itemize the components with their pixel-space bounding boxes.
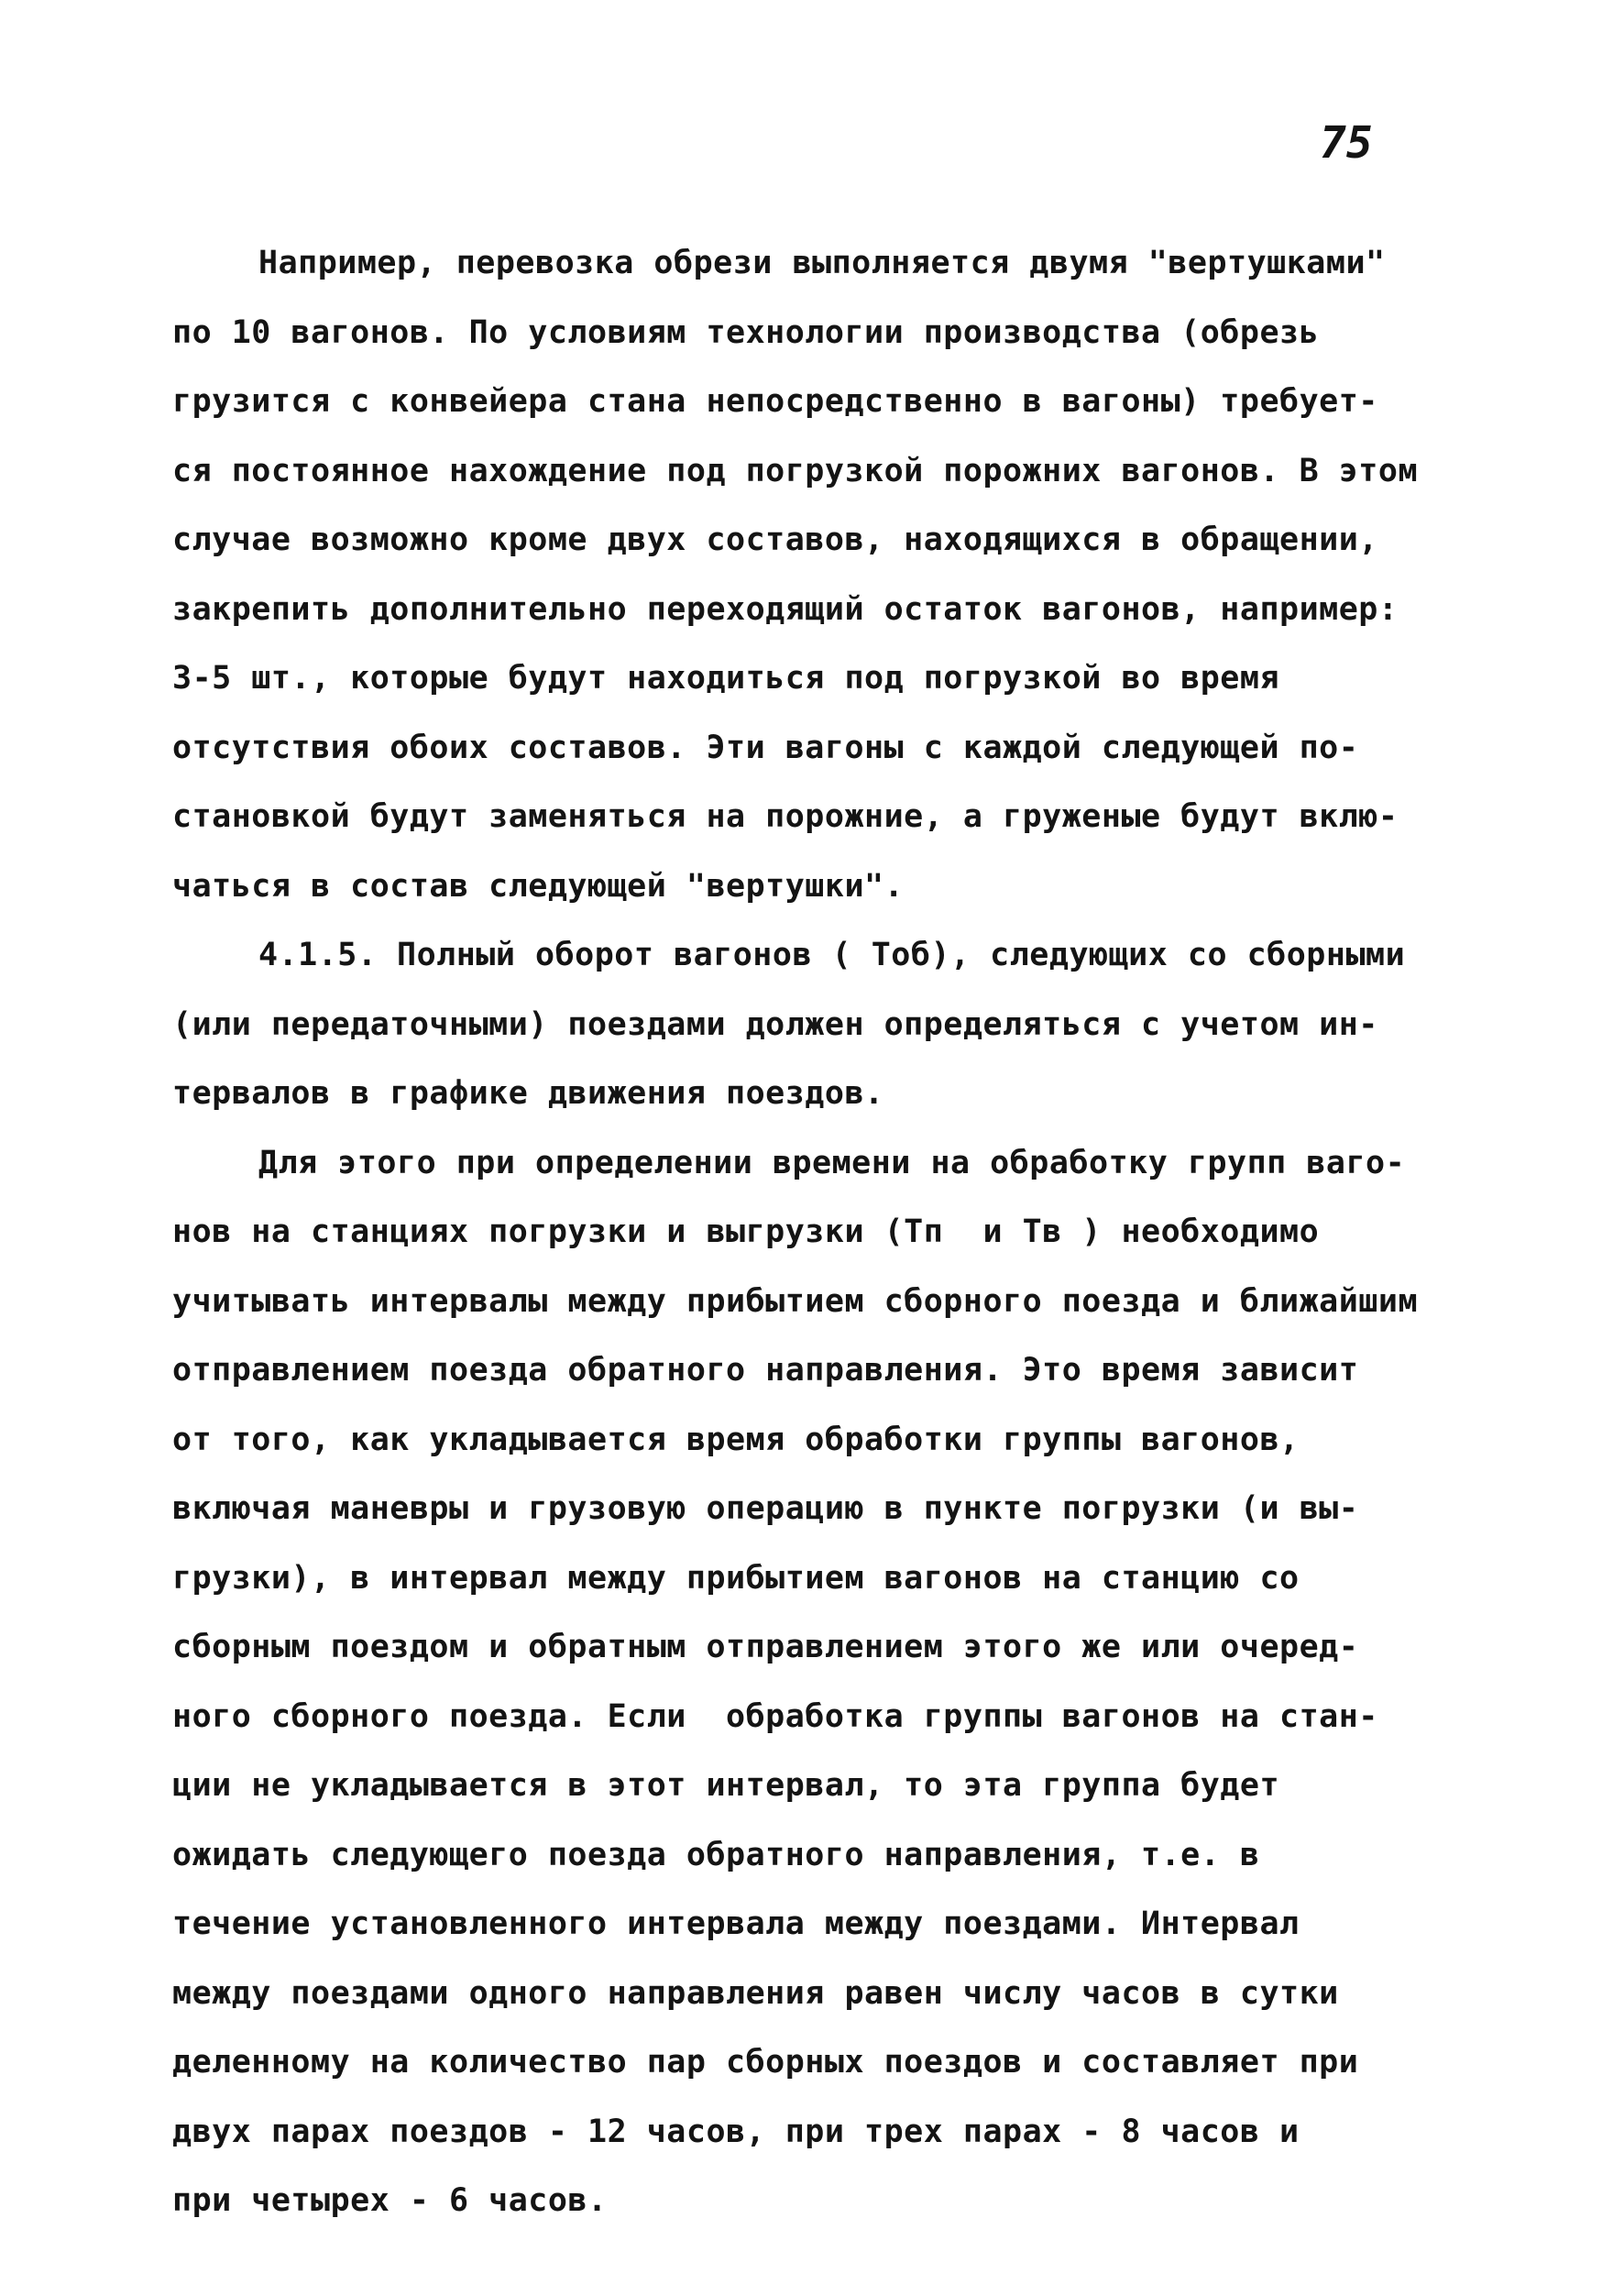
body-text [172, 229, 1492, 2236]
text-line: отправлением поезда обратного направления. Это время зависит [172, 1352, 1359, 1389]
text-line: закрепить дополнительно переходящий остаток вагонов, например: [172, 590, 1399, 628]
text-line: (или передаточными) поездами должен определяться с учетом ин- [172, 1005, 1378, 1043]
text-line: ожидать следующего поезда обратного направления, т.е. в [172, 1836, 1260, 1873]
text-line: между поездами одного направления равен числу часов в сутки [172, 1974, 1339, 2012]
text-line: чаться в состав следующей "вертушки". [172, 867, 905, 905]
text-line: деленному на количество пар сборных поездов и составляет при [172, 2044, 1359, 2081]
text-line: течение установленного интервала между поездами. Интервал [172, 1905, 1300, 1942]
text-line: отсутствия обоих составов. Эти вагоны с каждой следующей по- [172, 729, 1359, 766]
text-line: учитывать интервалы между прибытием сборного поезда и ближайшим [172, 1282, 1419, 1320]
text-line: случае возможно кроме двух составов, находящихся в обращении, [172, 522, 1378, 558]
text-line: грузки), в интервал между прибытием вагонов на станцию со [172, 1559, 1300, 1597]
text-line: ного сборного поезда. Если обработка группы вагонов на стан- [172, 1697, 1378, 1735]
text-line: сборным поездом и обратным отправлением этого же или очеред- [172, 1629, 1359, 1665]
text-line: грузится с конвейера стана непосредственно в вагоны) требует- [172, 383, 1378, 420]
text-line: ции не укладывается в этот интервал, то эта группа будет [172, 1767, 1280, 1804]
text-line: 4.1.5. Полный оборот вагонов ( Tоб), следующих со сборными [258, 937, 1406, 973]
text-line: двух парах поездов - 12 часов, при трех парах - 8 часов и [172, 2113, 1300, 2150]
text-line: от того, как укладывается время обработки группы вагонов, [172, 1421, 1300, 1458]
text-line: Например, перевозка обрези выполняется двумя "вертушками" [258, 245, 1386, 281]
text-line: нов на станциях погрузки и выгрузки (Tп и Tв ) необходимо [172, 1213, 1320, 1250]
text-line: тервалов в графике движения поездов. [172, 1075, 884, 1112]
text-line: Для этого при определении времени на обработку групп ваго- [258, 1144, 1406, 1181]
text-line: ся постоянное нахождение под погрузкой порожних вагонов. В этом [172, 452, 1419, 489]
text-line: включая маневры и грузовую операцию в пункте погрузки (и вы- [172, 1490, 1359, 1527]
page-number: 75 [1320, 117, 1373, 169]
text-line: 3-5 шт., которые будут находиться под погрузкой во время [172, 660, 1280, 697]
text-line: становкой будут заменяться на порожние, а груженые будут вклю- [172, 798, 1399, 835]
text-line: по 10 вагонов. По условиям технологии производства (обрезь [172, 313, 1320, 351]
text-line: при четырех - 6 часов. [172, 2182, 608, 2219]
